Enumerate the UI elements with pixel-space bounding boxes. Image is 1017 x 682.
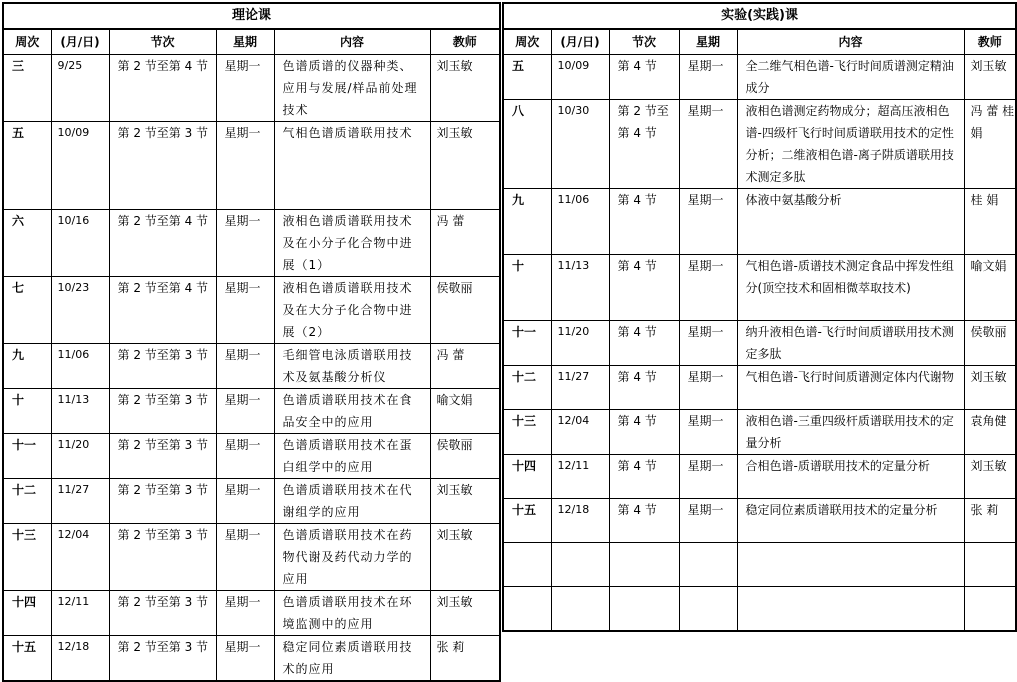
- weekday-cell: [679, 543, 737, 587]
- date-cell: [551, 543, 609, 587]
- teacher-cell: 桂 娟: [964, 189, 1016, 255]
- table-row: [503, 321, 1016, 366]
- weekday-cell: 星期一: [679, 100, 737, 189]
- weekday-cell: 星期一: [216, 55, 274, 122]
- header-weekday: 星期: [216, 29, 274, 55]
- content-cell: 液相色谱质谱联用技术及在大分子化合物中进展（2）: [274, 277, 430, 344]
- header-weekday: 星期: [679, 29, 737, 55]
- table-row: [3, 524, 500, 591]
- header-teacher: 教师: [430, 29, 500, 55]
- date-cell: 12/11: [51, 591, 109, 636]
- teacher-cell: 侯敬丽: [964, 321, 1016, 366]
- session-cell: 第 4 节: [609, 255, 679, 321]
- session-cell: 第 2 节至第 3 节: [109, 591, 216, 636]
- content-cell: 色谱质谱联用技术在环境监测中的应用: [274, 591, 430, 636]
- weekday-cell: [679, 587, 737, 631]
- table-row: [503, 255, 1016, 321]
- table-row: [503, 366, 1016, 410]
- table-row: [503, 410, 1016, 455]
- content-cell: 色谱质谱联用技术在食品安全中的应用: [274, 389, 430, 434]
- session-cell: 第 4 节: [609, 410, 679, 455]
- date-cell: 11/06: [551, 189, 609, 255]
- teacher-cell: 冯 蕾 桂 娟: [964, 100, 1016, 189]
- session-cell: 第 2 节至第 4 节: [609, 100, 679, 189]
- teacher-cell: 张 莉: [430, 636, 500, 682]
- week-cell: 十三: [3, 524, 51, 591]
- teacher-cell: 冯 蕾: [430, 210, 500, 277]
- week-cell: 十二: [3, 479, 51, 524]
- weekday-cell: 星期一: [679, 366, 737, 410]
- date-cell: 12/04: [51, 524, 109, 591]
- date-cell: 11/13: [551, 255, 609, 321]
- table-row: [503, 189, 1016, 255]
- teacher-cell: 喻文娟: [430, 389, 500, 434]
- session-cell: 第 2 节至第 3 节: [109, 344, 216, 389]
- teacher-cell: 刘玉敏: [964, 366, 1016, 410]
- content-cell: 气相色谱质谱联用技术: [274, 122, 430, 210]
- week-cell: 十四: [503, 455, 551, 499]
- session-cell: [609, 543, 679, 587]
- date-cell: 11/13: [51, 389, 109, 434]
- table-row: [3, 122, 500, 210]
- table-row: [503, 100, 1016, 189]
- weekday-cell: 星期一: [216, 277, 274, 344]
- weekday-cell: 星期一: [216, 434, 274, 479]
- table-row: [503, 587, 1016, 631]
- content-cell: 液相色谱质谱联用技术及在小分子化合物中进展（1）: [274, 210, 430, 277]
- weekday-cell: 星期一: [216, 389, 274, 434]
- session-cell: 第 2 节至第 4 节: [109, 277, 216, 344]
- teacher-cell: 刘玉敏: [430, 524, 500, 591]
- content-cell: [737, 543, 964, 587]
- week-cell: 八: [503, 100, 551, 189]
- date-cell: 11/27: [51, 479, 109, 524]
- session-cell: 第 2 节至第 3 节: [109, 122, 216, 210]
- content-cell: 液相色谱-三重四级杆质谱联用技术的定量分析: [737, 410, 964, 455]
- teacher-cell: 冯 蕾: [430, 344, 500, 389]
- content-cell: 色谱质谱联用技术在药物代谢及药代动力学的应用: [274, 524, 430, 591]
- content-cell: 液相色谱测定药物成分；超高压液相色谱-四级杆飞行时间质谱联用技术的定性分析；二维液相色谱-离子阱质谱联用技术测定多肽: [737, 100, 964, 189]
- session-cell: 第 4 节: [609, 321, 679, 366]
- table-row: [3, 591, 500, 636]
- week-cell: [503, 587, 551, 631]
- date-cell: 11/20: [51, 434, 109, 479]
- date-cell: 12/18: [51, 636, 109, 682]
- content-cell: 色谱质谱联用技术在蛋白组学中的应用: [274, 434, 430, 479]
- teacher-cell: 刘玉敏: [964, 455, 1016, 499]
- weekday-cell: 星期一: [679, 455, 737, 499]
- teacher-cell: 侯敬丽: [430, 277, 500, 344]
- table-row: [3, 210, 500, 277]
- teacher-cell: [964, 587, 1016, 631]
- content-cell: 色谱质谱的仪器种类、应用与发展/样品前处理技术: [274, 55, 430, 122]
- weekday-cell: 星期一: [679, 410, 737, 455]
- table-row: [503, 55, 1016, 100]
- week-cell: 十: [503, 255, 551, 321]
- table-row: [3, 55, 500, 122]
- teacher-cell: 张 莉: [964, 499, 1016, 543]
- teacher-cell: 刘玉敏: [430, 479, 500, 524]
- week-cell: 九: [503, 189, 551, 255]
- header-content: 内容: [737, 29, 964, 55]
- session-cell: 第 2 节至第 3 节: [109, 524, 216, 591]
- teacher-cell: [964, 543, 1016, 587]
- teacher-cell: 刘玉敏: [430, 591, 500, 636]
- session-cell: 第 4 节: [609, 499, 679, 543]
- week-cell: 十: [3, 389, 51, 434]
- date-cell: 9/25: [51, 55, 109, 122]
- header-week: 周次: [503, 29, 551, 55]
- table-row: [3, 434, 500, 479]
- weekday-cell: 星期一: [216, 344, 274, 389]
- teacher-cell: 喻文娟: [964, 255, 1016, 321]
- table-row: [3, 389, 500, 434]
- table-row: [503, 499, 1016, 543]
- date-cell: 12/04: [551, 410, 609, 455]
- date-cell: 10/16: [51, 210, 109, 277]
- session-cell: 第 2 节至第 4 节: [109, 55, 216, 122]
- session-cell: 第 2 节至第 3 节: [109, 389, 216, 434]
- content-cell: 稳定同位素质谱联用技术的应用: [274, 636, 430, 682]
- date-cell: 10/23: [51, 277, 109, 344]
- date-cell: 12/11: [551, 455, 609, 499]
- week-cell: 三: [3, 55, 51, 122]
- table-row: [3, 277, 500, 344]
- date-cell: 10/09: [551, 55, 609, 100]
- header-week: 周次: [3, 29, 51, 55]
- weekday-cell: 星期一: [679, 255, 737, 321]
- date-cell: 11/27: [551, 366, 609, 410]
- session-cell: 第 4 节: [609, 189, 679, 255]
- teacher-cell: 刘玉敏: [430, 55, 500, 122]
- session-cell: 第 2 节至第 3 节: [109, 434, 216, 479]
- weekday-cell: 星期一: [679, 189, 737, 255]
- session-cell: 第 4 节: [609, 455, 679, 499]
- weekday-cell: 星期一: [216, 524, 274, 591]
- date-cell: 11/06: [51, 344, 109, 389]
- table-row: [3, 344, 500, 389]
- teacher-cell: 刘玉敏: [964, 55, 1016, 100]
- header-date: (月/日): [51, 29, 109, 55]
- week-cell: 十一: [3, 434, 51, 479]
- date-cell: 10/30: [551, 100, 609, 189]
- content-cell: 纳升液相色谱-飞行时间质谱联用技术测定多肽: [737, 321, 964, 366]
- session-cell: [609, 587, 679, 631]
- session-cell: 第 2 节至第 3 节: [109, 479, 216, 524]
- content-cell: 色谱质谱联用技术在代谢组学的应用: [274, 479, 430, 524]
- weekday-cell: 星期一: [216, 122, 274, 210]
- content-cell: 体液中氨基酸分析: [737, 189, 964, 255]
- weekday-cell: 星期一: [679, 499, 737, 543]
- week-cell: 九: [3, 344, 51, 389]
- week-cell: 五: [3, 122, 51, 210]
- week-cell: 七: [3, 277, 51, 344]
- session-cell: 第 4 节: [609, 366, 679, 410]
- week-cell: [503, 543, 551, 587]
- theory-course-title: 理论课: [3, 3, 500, 29]
- teacher-cell: 袁角健: [964, 410, 1016, 455]
- session-cell: 第 2 节至第 3 节: [109, 636, 216, 682]
- session-cell: 第 4 节: [609, 55, 679, 100]
- teacher-cell: 刘玉敏: [430, 122, 500, 210]
- theory-course-table: [2, 2, 501, 682]
- week-cell: 十二: [503, 366, 551, 410]
- week-cell: 十五: [3, 636, 51, 682]
- practice-course-title: 实验(实践)课: [503, 3, 1016, 29]
- date-cell: [551, 587, 609, 631]
- week-cell: 十一: [503, 321, 551, 366]
- content-cell: 气相色谱-质谱技术测定食品中挥发性组分(顶空技术和固相微萃取技术): [737, 255, 964, 321]
- week-cell: 十四: [3, 591, 51, 636]
- weekday-cell: 星期一: [216, 636, 274, 682]
- header-session: 节次: [609, 29, 679, 55]
- teacher-cell: 侯敬丽: [430, 434, 500, 479]
- header-content: 内容: [274, 29, 430, 55]
- session-cell: 第 2 节至第 4 节: [109, 210, 216, 277]
- date-cell: 10/09: [51, 122, 109, 210]
- weekday-cell: 星期一: [216, 591, 274, 636]
- content-cell: 气相色谱-飞行时间质谱测定体内代谢物: [737, 366, 964, 410]
- content-cell: 毛细管电泳质谱联用技术及氨基酸分析仪: [274, 344, 430, 389]
- content-cell: [737, 587, 964, 631]
- content-cell: 全二维气相色谱-飞行时间质谱测定精油成分: [737, 55, 964, 100]
- content-cell: 稳定同位素质谱联用技术的定量分析: [737, 499, 964, 543]
- weekday-cell: 星期一: [216, 479, 274, 524]
- week-cell: 五: [503, 55, 551, 100]
- table-row: [3, 479, 500, 524]
- week-cell: 六: [3, 210, 51, 277]
- date-cell: 11/20: [551, 321, 609, 366]
- header-teacher: 教师: [964, 29, 1016, 55]
- weekday-cell: 星期一: [679, 55, 737, 100]
- week-cell: 十五: [503, 499, 551, 543]
- content-cell: 合相色谱-质谱联用技术的定量分析: [737, 455, 964, 499]
- week-cell: 十三: [503, 410, 551, 455]
- practice-course-table: [502, 2, 1017, 632]
- header-date: (月/日): [551, 29, 609, 55]
- table-row: [503, 455, 1016, 499]
- weekday-cell: 星期一: [679, 321, 737, 366]
- table-row: [3, 636, 500, 682]
- weekday-cell: 星期一: [216, 210, 274, 277]
- header-session: 节次: [109, 29, 216, 55]
- table-row: [503, 543, 1016, 587]
- date-cell: 12/18: [551, 499, 609, 543]
